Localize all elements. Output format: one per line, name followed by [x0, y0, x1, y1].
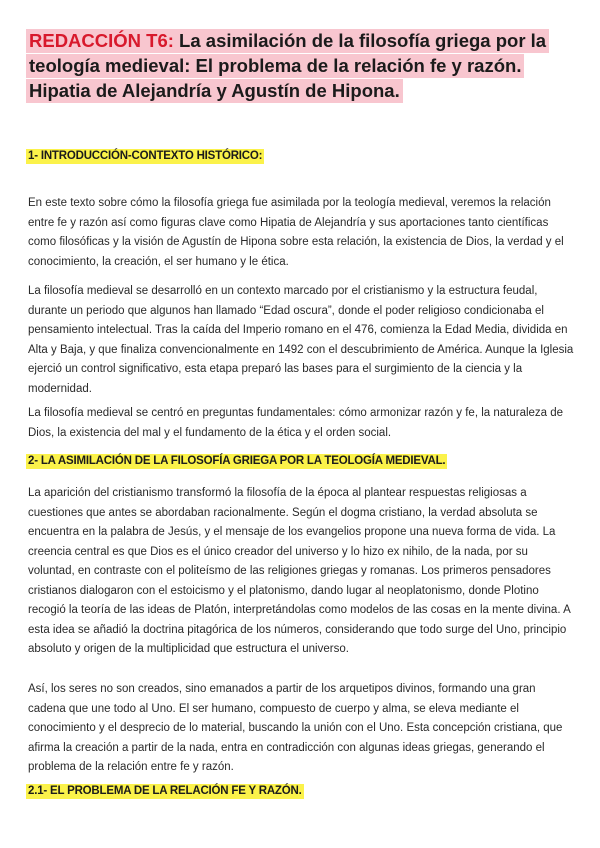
title-prefix: REDACCIÓN T6:	[29, 30, 174, 51]
paragraph-2-2: Así, los seres no son creados, sino emanados a partir de los arquetipos divinos, formando una gran cadena que une todo al Uno. El ser humano, compuesto de cuerpo y alma, se eleva mediante el conocimiento y el desprecio de lo material, buscando la unión con el Uno. Esta concepción cristiana, que afirma la creación a partir de la nada, entra en contradicción con algunas ideas griegas, generando el problema de la relación entre fe y razón.	[28, 683, 563, 773]
paragraph-1-1: En este texto sobre cómo la filosofía griega fue asimilada por la teología medieval, veremos la relación entre fe y razón así como figuras clave como Hipatia de Alejandría y sus aportaciones tanto científicas como filosóficas y la visión de Agustín de Hipona sobre esta relación, la existencia de Dios, la verdad y el conocimiento, la creación, el ser humano y le ética.	[28, 197, 564, 268]
section-heading-1	[26, 148, 264, 165]
section-heading-2	[26, 453, 447, 470]
page-title	[26, 28, 566, 103]
section-heading-2-1	[26, 783, 304, 800]
paragraph-2-1: La aparición del cristianismo transformó la filosofía de la época al plantear respuestas religiosas a cuestiones que antes se abordaban racionalmente. Según el dogma cristiano, la verdad absoluta se encuentra en la palabra de Jesús, y el mensaje de los evangelios propone una nueva forma de vida. La creencia central es que Dios es el único creador del universo y lo hizo ex nihilo, de la nada, por su voluntad, en contraste con el politeísmo de las religiones griegas y romanas. Los primeros pensadores cristianos dialogaron con el estoicismo y el platonismo, dando lugar al neoplatonismo, donde Plotino recogió la teoría de las ideas de Platón, interpretándolas como modelos de las cosas en la mente divina. A esta idea se añadió la doctrina pitagórica de los números, considerando que todo surge del Uno, principio absoluto y origen de la multiplicidad que estructura el universo.	[28, 487, 571, 655]
title-highlight	[26, 29, 549, 103]
paragraph-1-2: La filosofía medieval se desarrolló en un contexto marcado por el cristianismo y la estructura feudal, durante un periodo que algunos han llamado “Edad oscura”, donde el poder religioso condicionaba el pensamiento intelectual. Tras la caída del Imperio romano en el 476, comienza la Edad Media, dividida en Alta y Baja, y que finaliza convencionalmente en 1492 con el descubrimiento de América. Aunque la Iglesia ejerció un control significativo, esta etapa preparó las bases para el surgimiento de la ciencia y la modernidad.	[28, 285, 574, 395]
section-heading-2-highlight: 2- LA ASIMILACIÓN DE LA FILOSOFÍA GRIEGA POR LA TEOLOGÍA MEDIEVAL.	[28, 455, 446, 467]
section-heading-2-1-highlight: 2.1- EL PROBLEMA DE LA RELACIÓN FE Y RAZÓN.	[28, 785, 302, 797]
title-text: La asimilación de la filosofía griega por la teología medieval: El problema de la relación fe y razón. Hipatia de Alejandría y Agustín de Hipona.	[29, 30, 547, 101]
section-heading-1-highlight: 1- INTRODUCCIÓN-CONTEXTO HISTÓRICO:	[28, 150, 263, 162]
paragraph-1-3: La filosofía medieval se centró en preguntas fundamentales: cómo armonizar razón y fe, la naturaleza de Dios, la existencia del mal y el fundamento de la ética y el orden social.	[28, 407, 564, 439]
